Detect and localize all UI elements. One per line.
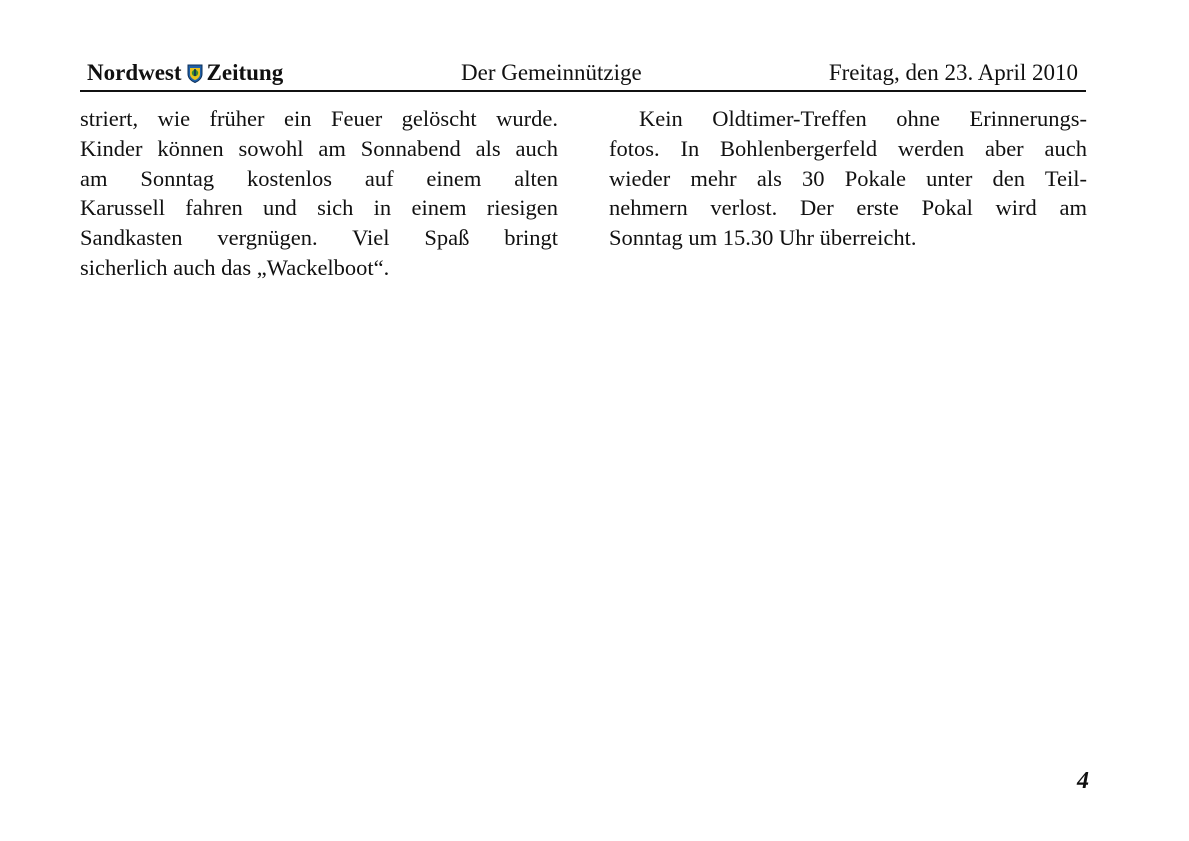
page-number: 4 [1077, 768, 1089, 794]
right-line-5: Sonntag um 15.30 Uhr überreicht. [609, 225, 917, 251]
page-header [80, 56, 1086, 90]
right-line-2: fotos. In Bohlenbergerfeld werden aber auch [609, 135, 1087, 161]
left-line-5: Sandkasten vergnügen. Viel Spaß bringt [80, 225, 558, 251]
right-line-3: wieder mehr als 30 Pokale unter den Teil- [609, 165, 1087, 191]
newspaper-crest-icon [187, 63, 203, 82]
masthead-zeitung: Zeitung [206, 60, 284, 85]
masthead-nordwest: Nordwest [87, 60, 182, 85]
section-title: Der Gemeinnützige [461, 60, 642, 85]
newspaper-masthead [87, 60, 283, 86]
issue-date: Freitag, den 23. April 2010 [828, 60, 1078, 85]
left-line-6: sicherlich auch das „Wackelboot“. [80, 254, 390, 280]
left-line-3: am Sonntag kostenlos auf einem alten [80, 165, 558, 191]
left-line-1: striert, wie früher ein Feuer gelöscht wurde. [80, 106, 558, 131]
right-line-1: Kein Oldtimer-Treffen ohne Erinnerungs- [639, 106, 1087, 131]
right-line-4: nehmern verlost. Der erste Pokal wird am [609, 195, 1087, 221]
left-line-2: Kinder können sowohl am Sonnabend als auch [80, 135, 558, 161]
header-rule [80, 90, 1086, 92]
article-column-left [80, 104, 558, 283]
left-line-4: Karussell fahren und sich in einem riesigen [80, 195, 558, 221]
article-column-right [609, 104, 1087, 253]
